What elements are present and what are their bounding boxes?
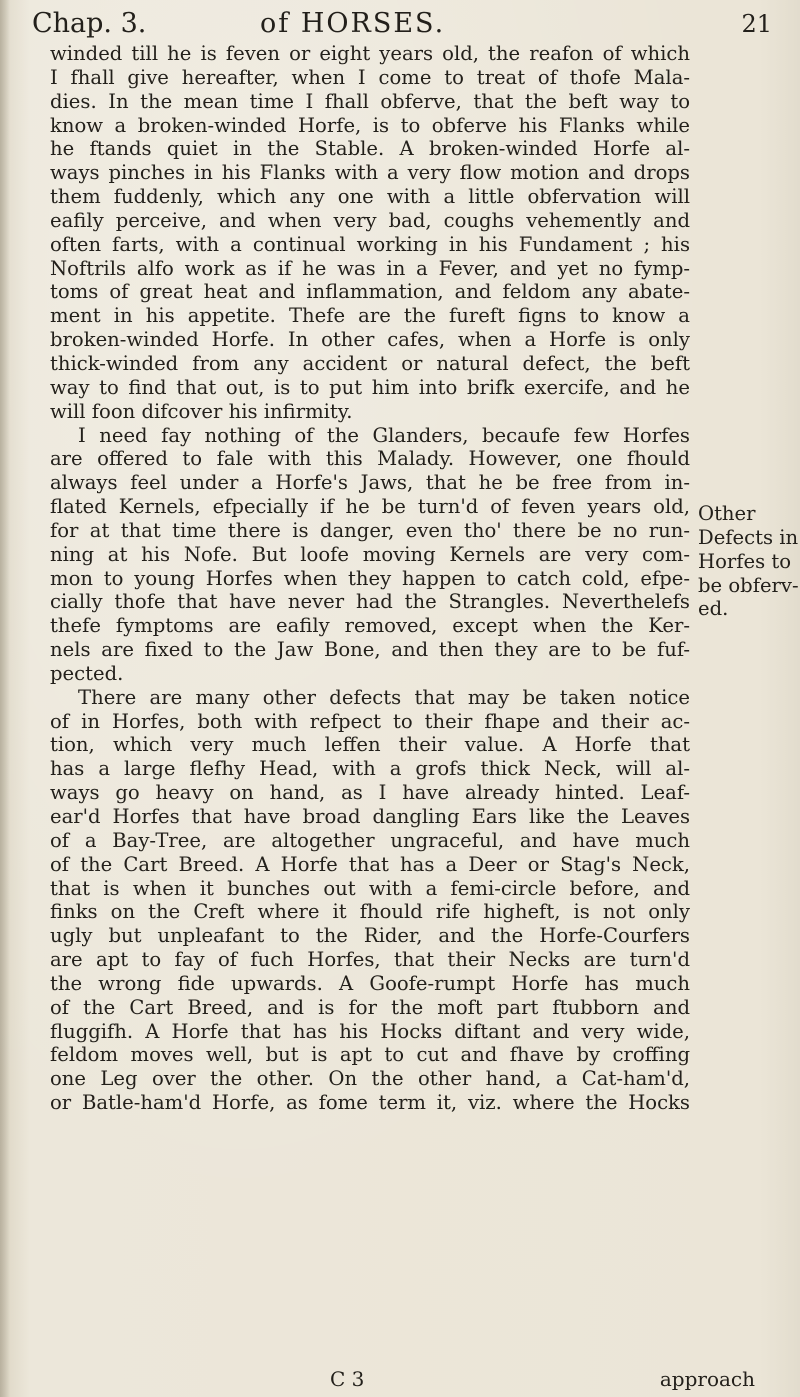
text-line: ning at his Nofe. But loofe moving Kernels are very com- bbox=[50, 542, 690, 566]
text-line: winded till he is feven or eight years old, the reafon of which bbox=[50, 42, 690, 65]
text-line: ugly but unpleafant to the Rider, and the Horfe-Courfers bbox=[50, 924, 690, 948]
text-line: ways pinches in his Flanks with a very flow motion and drops bbox=[50, 161, 690, 185]
text-line: thefe fymptoms are eafily removed, except when the Ker- bbox=[50, 614, 690, 638]
text-line: are apt to fay of fuch Horfes, that their Necks are turn'd bbox=[50, 948, 690, 972]
margin-note-line: Defects in bbox=[698, 525, 799, 549]
text-line: Noftrils alfo work as if he was in a Fever, and yet no fymp- bbox=[50, 256, 690, 280]
margin-note-line: ed. bbox=[698, 597, 729, 621]
text-line: of the Cart Breed. A Horfe that has a Deer or Stag's Neck, bbox=[50, 852, 690, 876]
text-line: I need fay nothing of the Glanders, becaufe few Horfes bbox=[78, 423, 690, 447]
text-line: cially thofe that have never had the Strangles. Neverthelefs bbox=[50, 590, 690, 614]
text-line: eafily perceive, and when very bad, coughs vehemently and bbox=[50, 208, 690, 232]
marginal-note bbox=[698, 502, 798, 621]
page-number: 21 bbox=[741, 10, 772, 38]
text-line: them fuddenly, which any one with a little obfervation will bbox=[50, 185, 690, 209]
text-line: tion, which very much leffen their value. A Horfe that bbox=[50, 733, 690, 757]
text-line: broken-winded Horfe. In other cafes, when a Horfe is only bbox=[50, 328, 690, 352]
text-line: will foon difcover his infirmity. bbox=[50, 399, 353, 423]
text-line: ways go heavy on hand, as I have already hinted. Leaf- bbox=[50, 781, 690, 805]
text-line: has a large flefhy Head, with a grofs thick Neck, will al- bbox=[50, 757, 690, 781]
text-line: of the Cart Breed, and is for the moft part ftubborn and bbox=[50, 995, 690, 1019]
text-line: nels are fixed to the Jaw Bone, and then they are to be fuf- bbox=[50, 638, 690, 662]
text-line: of a Bay-Tree, are altogether ungraceful, and have much bbox=[50, 828, 690, 852]
chapter-label: Chap. 3. bbox=[32, 8, 147, 39]
text-line: are offered to fale with this Malady. However, one fhould bbox=[50, 447, 690, 471]
text-line: the wrong fide upwards. A Goofe-rumpt Horfe has much bbox=[50, 971, 690, 995]
text-line: always feel under a Horfe's Jaws, that he be free from in- bbox=[50, 471, 690, 495]
text-line: fluggifh. A Horfe that has his Hocks diftant and very wide, bbox=[50, 1019, 690, 1043]
text-line: mon to young Horfes when they happen to catch cold, efpe- bbox=[50, 566, 690, 590]
running-head bbox=[32, 6, 772, 42]
text-line: ment in his appetite. Thefe are the fureft figns to know a bbox=[50, 304, 690, 328]
text-line: ear'd Horfes that have broad dangling Ears like the Leaves bbox=[50, 805, 690, 828]
text-line: know a broken-winded Horfe, is to obferve his Flanks while bbox=[50, 113, 690, 137]
text-line: one Leg over the other. On the other hand, a Cat-ham'd, bbox=[50, 1067, 690, 1091]
text-line: of in Horfes, both with refpect to their fhape and their ac- bbox=[50, 709, 690, 733]
text-line: thick-winded from any accident or natural defect, the beft bbox=[50, 351, 690, 375]
text-line: that is when it bunches out with a femi-circle before, and bbox=[50, 876, 690, 900]
text-line: way to find that out, is to put him into brifk exercife, and he bbox=[50, 375, 690, 399]
margin-note-line: Other bbox=[698, 502, 756, 525]
text-line: I fhall give hereafter, when I come to treat of thofe Mala- bbox=[50, 65, 690, 89]
text-line: toms of great heat and inflammation, and feldom any abate- bbox=[50, 280, 690, 304]
catchword: approach bbox=[659, 1367, 755, 1391]
signature-mark: C 3 bbox=[330, 1367, 365, 1391]
body-text bbox=[50, 42, 690, 1115]
text-line: dies. In the mean time I fhall obferve, that the beft way to bbox=[50, 89, 690, 113]
text-line: or Batle-ham'd Horfe, as fome term it, viz. where the Hocks bbox=[50, 1091, 690, 1115]
page-edge-shadow bbox=[0, 0, 10, 1397]
text-line: finks on the Creft where it fhould rife higheft, is not only bbox=[50, 900, 690, 924]
text-line: pected. bbox=[50, 661, 124, 685]
text-line: he ftands quiet in the Stable. A broken-winded Horfe al- bbox=[50, 137, 690, 161]
running-title: of HORSES. bbox=[260, 8, 446, 39]
text-line: feldom moves well, but is apt to cut and fhave by croffing bbox=[50, 1043, 690, 1067]
margin-note-line: Horfes to bbox=[698, 549, 792, 573]
margin-note-line: be obferv- bbox=[698, 573, 799, 597]
text-line: flated Kernels, efpecially if he be turn'd of feven years old, bbox=[50, 495, 690, 519]
text-line: There are many other defects that may be taken notice bbox=[78, 685, 690, 709]
text-line: for at that time there is danger, even tho' there be no run- bbox=[50, 518, 690, 542]
text-line: often farts, with a continual working in his Fundament ; his bbox=[50, 232, 690, 256]
